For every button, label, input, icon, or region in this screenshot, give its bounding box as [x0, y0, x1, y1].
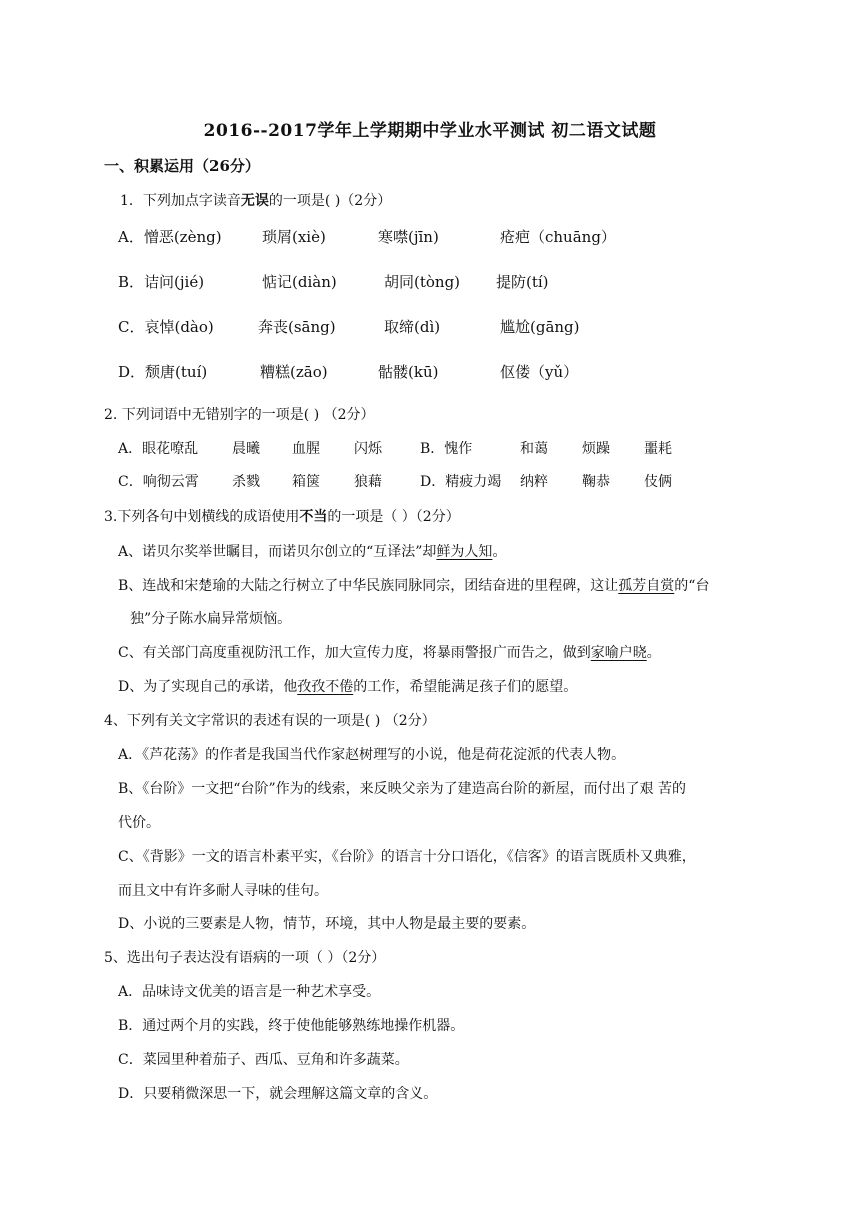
question-5-option-c: C．菜园里种着茄子、西瓜、豆角和许多蔬菜。 — [118, 1052, 409, 1068]
question-4-option-c-continued: 而且文中有许多耐人寻味的佳句。 — [118, 883, 328, 899]
question-5-option-a: A．品味诗文优美的语言是一种艺术享受。 — [118, 984, 381, 1000]
question-3-option-c: C、有关部门高度重视防汛工作，加大宣传力度，将暴雨警报广而告之，做到家喻户晓。 — [118, 645, 661, 661]
page-title: 2016--2017学年上学期期中学业水平测试 初二语文试题 — [203, 121, 657, 141]
question-5-stem: 5、选出句子表达没有语病的一项（ ）（2分） — [104, 950, 386, 966]
question-4-option-d: D、小说的三要素是人物，情节，环境，其中人物是最主要的要素。 — [118, 916, 536, 932]
exam-page: 2016--2017学年上学期期中学业水平测试 初二语文试题 一、积累运用（26分） 1．下列加点字读音无误的一项是( )（2分） A．憎恶(zèng) 琐屑(xiè) 寒噤(jīn) 疮疤（chuāng） B．诘问(jié) 惦记(diàn) 胡同(tòng) 提防(tí) C．哀悼(dào) 奔丧(sāng) 取缔(dì) 尴尬(gāng) D．颓唐(tuí) 糟糕(zāo) 骷髅(kū) 伛偻（yǔ） 2. 下列词语中无错别字的一项是( ) （2分） A．眼花嘹乱 晨曦 血腥 闪烁 B．愧作 和蔼 烦躁 噩耗 C．响彻云霄 杀戮 箱箧 狼藉 D．精疲力竭 纳粹 鞠恭 伎俩 3.下列各句中划横线的成语使用不当的一项是（ ）（2分） A、诺贝尔奖举世瞩目，而诺贝尔创立的“互译法”却鲜为人知。 B、连战和宋楚瑜的大陆之行树立了中华民族同脉同宗，团结奋进的里程碑，这让孤芳自赏的“台 独”分子陈水扁异常烦恼。 C、有关部门高度重视防汛工作，加大宣传力度，将暴雨警报广而告之，做到家喻户晓。 D、为了实现自己的承诺，他孜孜不倦的工作，希望能满足孩子们的愿望。 4、下列有关文字常识的表述有误的一项是( ) （2分） A．《芦花荡》的作者是我国当代作家赵树理写的小说，他是荷花淀派的代表人物。 B、《台阶》一文把“台阶”作为的线索，来反映父亲为了建造高台阶的新屋，而付出了艰 苦的 代价。 C、《背影》一文的语言朴素平实，《台阶》的语言十分口语化，《信客》的语言既质朴又典雅， 而且文中有许多耐人寻味的佳句。 D、小说的三要素是人物，情节，环境，其中人物是最主要的要素。 5、选出句子表达没有语病的一项（ ）（2分） A．品味诗文优美的语言是一种艺术享受。 B．通过两个月的实践，终于使他能够熟练地操作机器。 C．菜园里种着茄子、西瓜、豆角和许多蔬菜。 D．只要稍微深思一下，就会理解这篇文章的含义。 — [0, 0, 860, 1216]
question-3-stem: 3.下列各句中划横线的成语使用不当的一项是（ ）（2分） — [104, 509, 460, 525]
question-3-option-b: B、连战和宋楚瑜的大陆之行树立了中华民族同脉同宗，团结奋进的里程碑，这让孤芳自赏的“台 — [118, 578, 710, 594]
question-4-stem: 4、下列有关文字常识的表述有误的一项是( ) （2分） — [104, 713, 436, 729]
question-4-option-b: B、《台阶》一文把“台阶”作为的线索，来反映父亲为了建造高台阶的新屋，而付出了艰 苦的 — [118, 781, 687, 797]
question-4-option-a: A．《芦花荡》的作者是我国当代作家赵树理写的小说，他是荷花淀派的代表人物。 — [118, 747, 626, 763]
question-3-option-d: D、为了实现自己的承诺，他孜孜不倦的工作，希望能满足孩子们的愿望。 — [118, 679, 578, 695]
question-5-option-d: D．只要稍微深思一下，就会理解这篇文章的含义。 — [118, 1086, 438, 1102]
question-3-option-a: A、诺贝尔奖举世瞩目，而诺贝尔创立的“互译法”却鲜为人知。 — [118, 544, 507, 560]
question-5-option-b: B．通过两个月的实践，终于使他能够熟练地操作机器。 — [118, 1018, 465, 1034]
section-heading: 一、积累运用（26分） — [104, 157, 260, 175]
question-3-option-b-continued: 独”分子陈水扁异常烦恼。 — [130, 611, 292, 627]
question-4-option-c: C、《背影》一文的语言朴素平实，《台阶》的语言十分口语化，《信客》的语言既质朴又典雅， — [118, 849, 696, 865]
question-2-stem: 2. 下列词语中无错别字的一项是( ) （2分） — [104, 407, 375, 423]
question-4-option-b-continued: 代价。 — [118, 815, 160, 831]
question-1-stem: 1．下列加点字读音无误的一项是( )（2分） — [120, 193, 392, 209]
